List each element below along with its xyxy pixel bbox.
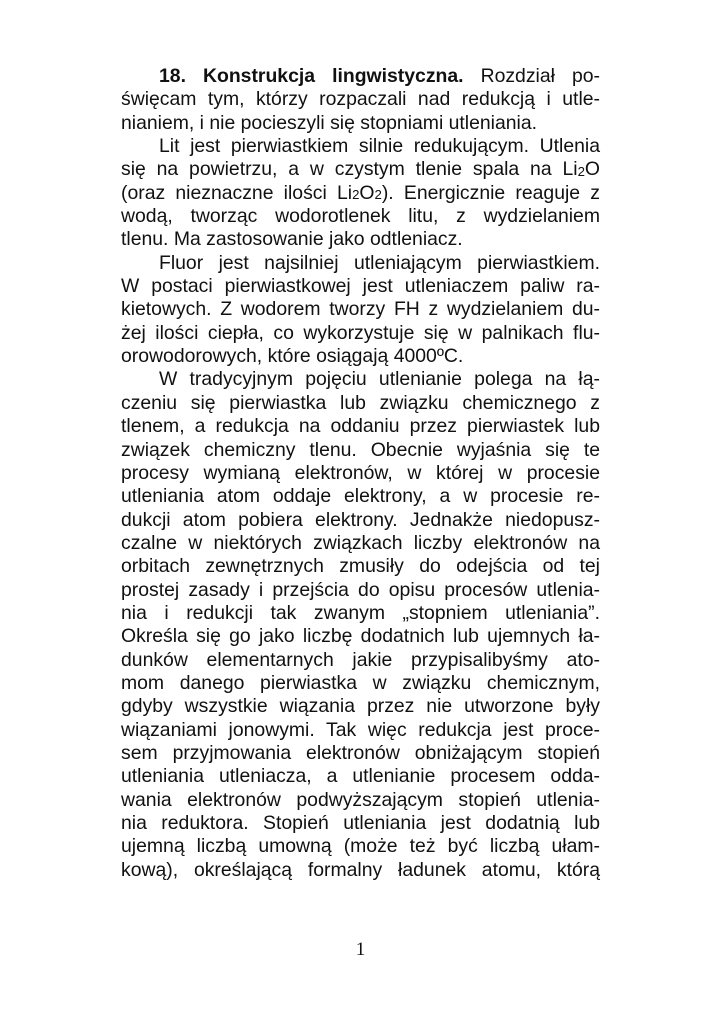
text-line: związek chemiczny tlenu. Obecnie wyjaśnia się te (121, 438, 600, 461)
heading-continuation: Rozdział po- (463, 65, 600, 87)
text-line: tlenem, a redukcja na oddaniu przez pierwiastek lub (121, 415, 600, 438)
text-line: czalne w niektórych związkach liczby elektronów na (121, 531, 600, 554)
text-line: Lit jest pierwiastkiem silnie redukującym. Utlenia (159, 135, 600, 158)
paragraph-fluorine (121, 252, 600, 369)
text-fragment: ). Energicznie reaguje z (381, 181, 600, 204)
text-line: orbitach zewnętrznych zmusiły do odejścia od tej (121, 555, 600, 578)
text-line: W tradycyjnym pojęciu utlenianie polega na łą- (159, 368, 600, 391)
text-line (121, 65, 600, 88)
text-line: wiązaniami jonowymi. Tak więc redukcja jest proce- (121, 718, 600, 741)
subscript: 2 (374, 187, 382, 203)
text-line: sem przyjmowania elektronów obniżającym stopień (121, 741, 600, 764)
text-line (121, 182, 600, 205)
subscript: 2 (577, 164, 585, 180)
text-line: kietowych. Z wodorem tworzy FH z wydzielaniem du- (121, 298, 600, 321)
text-fragment: O (359, 181, 375, 204)
text-line: święcam tym, którzy rozpaczali nad redukcją i utle- (121, 88, 600, 111)
text-line: wania elektronów podwyższającym stopień utlenia- (121, 788, 600, 811)
page-number: 1 (355, 939, 366, 960)
text-line: tlenu. Ma zastosowanie jako odtleniacz. (121, 228, 463, 251)
text-line (121, 158, 600, 181)
text-fragment: (oraz nieznaczne ilości Li (121, 181, 353, 204)
text-line: mom danego pierwiastka w związku chemicznym, (121, 671, 600, 694)
text-line: dukcji atom pobiera elektrony. Jednakże niedopusz- (121, 508, 600, 531)
text-line: dunków elementarnych jakie przypisalibyśmy ato- (121, 648, 600, 671)
text-line: W postaci pierwiastkowej jest utleniaczem paliw ra- (121, 275, 600, 298)
paragraph-oxidation-state (121, 368, 600, 882)
text-line: nia i redukcji tak zwanym „stopniem utleniania”. (121, 601, 600, 624)
text-line: żej ilości ciepła, co wykorzystuje się w palnikach flu- (121, 321, 600, 344)
text-line: czeniu się pierwiastka lub związku chemicznego z (121, 391, 600, 414)
text-line: ujemną liczbą umowną (może też być liczbą ułam- (121, 835, 600, 858)
subscript: 2 (352, 187, 360, 203)
text-fragment: O (584, 158, 600, 181)
text-line: prostej zasady i przejścia do opisu procesów utlenia- (121, 578, 600, 601)
text-line: wodą, tworząc wodorotlenek litu, z wydzielaniem (121, 205, 600, 228)
text-line: gdyby wszystkie wiązania przez nie utworzone były (121, 695, 600, 718)
text-fragment: się na powietrzu, a w czystym tlenie spala na Li (121, 158, 578, 181)
paragraph-lithium (121, 135, 600, 252)
section-heading: 18. Konstrukcja lingwistyczna. (159, 65, 464, 87)
text-column (121, 65, 600, 882)
text-line: utleniania utleniacza, a utlenianie procesem odda- (121, 765, 600, 788)
text-line: utleniania atom oddaje elektrony, a w procesie re- (121, 485, 600, 508)
text-line: nianiem, i nie pocieszyli się stopniami utleniania. (121, 111, 538, 134)
text-line: nia reduktora. Stopień utleniania jest dodatnią lub (121, 812, 600, 834)
text-line: orowodorowych, które osiągają 4000ºC. (121, 345, 464, 368)
paragraph-section-intro (121, 65, 600, 135)
text-line: Określa się go jako liczbę dodatnich lub ujemnych ła- (121, 625, 600, 648)
text-line: kową), określającą formalny ładunek atomu, którą (121, 858, 600, 881)
text-line: procesy wymianą elektronów, w której w procesie (121, 461, 600, 484)
text-line: Fluor jest najsilniej utleniającym pierwiastkiem. (159, 251, 600, 274)
